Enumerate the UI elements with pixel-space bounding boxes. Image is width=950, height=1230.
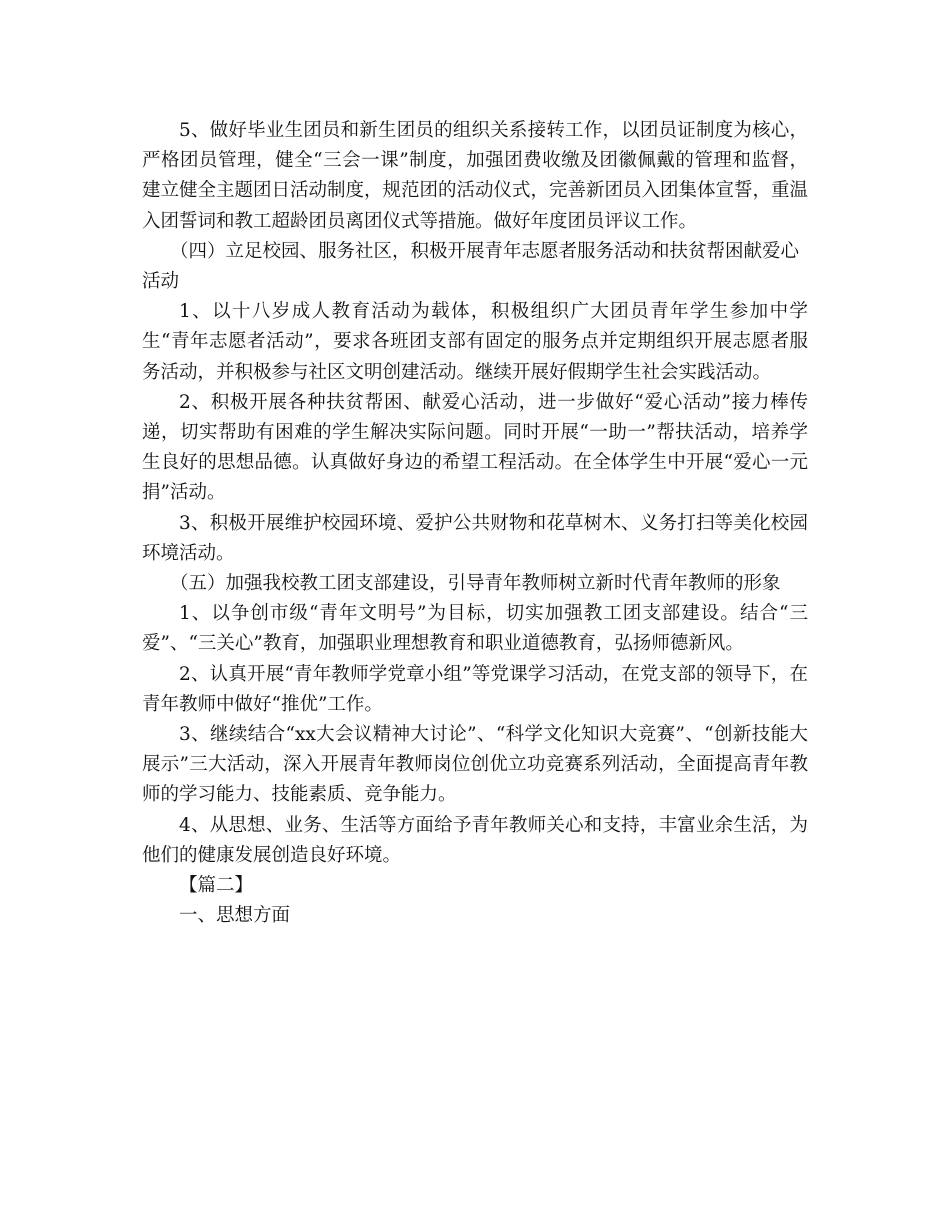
paragraph-3-campus-environment: 3、积极开展维护校园环境、爱护公共财物和花草树木、义务打扫等美化校园环境活动。 [142,512,808,564]
heading-section-4-volunteer: （四）立足校园、服务社区，积极开展青年志愿者服务活动和扶贫帮困献爱心活动 [142,240,800,293]
paragraph-1-civilization-title: 1、以争创市级“青年文明号”为目标，切实加强教工团支部建设。结合“三爱”、“三关心”教育，加强职业理想教育和职业道德教育，弘扬师德新风。 [142,603,808,655]
document-body [142,116,808,931]
paragraph-3-three-activities: 3、继续结合“xx大会议精神大讨论”、“科学文化知识大竞赛”、“创新技能大展示”三大活动，深入开展青年教师岗位创优立功竞赛系列活动，全面提高青年教师的学习能力、技能素质、竞争能力。 [142,724,808,806]
paragraph-2-poverty-aid: 2、积极开展各种扶贫帮困、献爱心活动，进一步做好“爱心活动”接力棒传递，切实帮助有困难的学生解决实际问题。同时开展“一助一”帮扶活动，培养学生良好的思想品德。认真做好身边的希望工程活动。在全体学生中开展“爱心一元捐”活动。 [142,391,808,504]
paragraph-2-party-study: 2、认真开展“青年教师学党章小组”等党课学习活动，在党支部的领导下，在青年教师中做好“推优”工作。 [142,663,808,715]
paragraph-5-membership-transfer: 5、做好毕业生团员和新生团员的组织关系接转工作，以团员证制度为核心，严格团员管理，健全“三会一课”制度，加强团费收缴及团徽佩戴的管理和监督，建立健全主题团日活动制度，规范团的活动仪式，完善新团员入团集体宣誓，重温入团誓词和教工超龄团员离团仪式等措施。做好年度团员评议工作。 [142,120,809,232]
section-heading-ideology: 一、思想方面 [179,905,291,927]
heading-section-5-teacher-league: （五）加强我校教工团支部建设，引导青年教师树立新时代青年教师的形象 [170,573,781,595]
section-title-part-two: 【篇二】 [179,875,254,897]
paragraph-4-teacher-care: 4、从思想、业务、生活等方面给予青年教师关心和支持，丰富业余生活，为他们的健康发展创造良好环境。 [142,814,808,866]
paragraph-1-volunteer-activity: 1、以十八岁成人教育活动为载体，积极组织广大团员青年学生参加中学生“青年志愿者活动”，要求各班团支部有固定的服务点并定期组织开展志愿者服务活动，并积极参与社区文明创建活动。继续开展好假期学生社会实践活动。 [142,301,808,383]
